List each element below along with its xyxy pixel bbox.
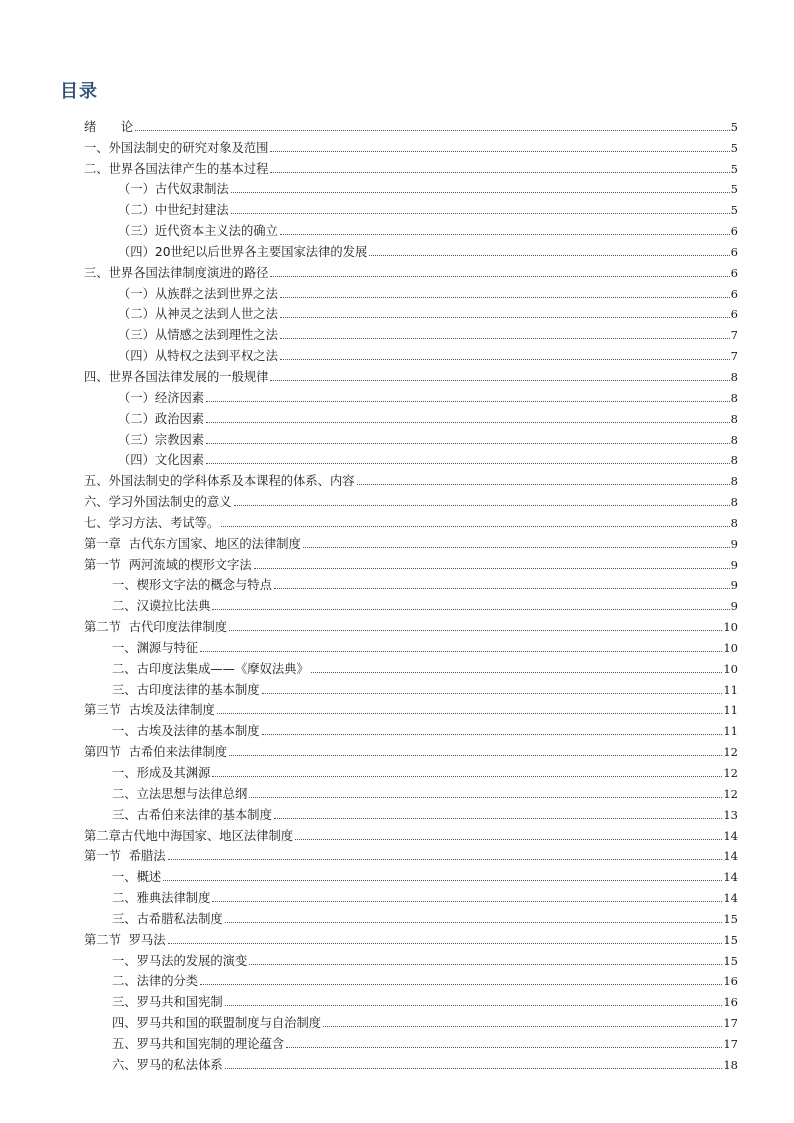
toc-dot-leader	[280, 338, 730, 339]
toc-entry-page-number: 14	[723, 870, 738, 885]
toc-entry-page-number: 8	[730, 474, 738, 489]
toc-dot-leader	[249, 964, 722, 965]
toc-dot-leader	[229, 630, 722, 631]
toc-dot-leader	[280, 234, 730, 235]
toc-entry-title: （二）政治因素	[118, 411, 205, 426]
toc-entry[interactable]	[84, 1031, 738, 1052]
toc-entry-title: 五、罗马共和国宪制的理论蕴含	[112, 1036, 285, 1051]
toc-dot-leader	[168, 943, 723, 944]
toc-dot-leader	[262, 734, 723, 735]
toc-entry[interactable]	[84, 302, 738, 323]
toc-entry-page-number: 14	[723, 891, 738, 906]
toc-entry[interactable]	[84, 364, 738, 385]
toc-entry[interactable]	[84, 239, 738, 260]
toc-dot-leader	[212, 901, 722, 902]
toc-entry-title: 一、概述	[112, 870, 162, 885]
toc-entry[interactable]	[84, 885, 738, 906]
toc-entry-title: 二、雅典法律制度	[112, 891, 211, 906]
toc-entry-page-number: 8	[730, 411, 738, 426]
toc-entry-page-number: 5	[730, 119, 738, 134]
toc-entry-page-number: 8	[730, 495, 738, 510]
toc-entry[interactable]	[84, 531, 738, 552]
toc-entry-page-number: 5	[730, 203, 738, 218]
toc-entry-title: 三、古希腊私法制度	[112, 911, 223, 926]
toc-entry-page-number: 8	[730, 515, 738, 530]
toc-entry-title: 二、汉谟拉比法典	[112, 599, 211, 614]
toc-entry[interactable]	[84, 969, 738, 990]
toc-entry-page-number: 16	[723, 995, 738, 1010]
toc-dot-leader	[206, 422, 730, 423]
toc-dot-leader	[217, 713, 723, 714]
toc-entry[interactable]	[84, 281, 738, 302]
toc-entry[interactable]	[84, 552, 738, 573]
toc-entry-page-number: 18	[723, 1057, 738, 1072]
toc-dot-leader	[280, 297, 730, 298]
toc-entry[interactable]	[84, 781, 738, 802]
toc-entry-title: 一、外国法制史的研究对象及范围	[84, 140, 269, 155]
toc-entry-title: 第一节 希腊法	[84, 849, 166, 864]
toc-entry-title: 第二节 罗马法	[84, 932, 166, 947]
toc-entry-title: 一、形成及其渊源	[112, 766, 211, 780]
toc-entry[interactable]	[84, 510, 738, 531]
toc-entry[interactable]	[84, 844, 738, 865]
toc-entry-page-number: 6	[730, 265, 738, 280]
toc-entry-title: 四、罗马共和国的联盟制度与自治制度	[112, 1016, 322, 1031]
toc-entry[interactable]	[84, 135, 738, 156]
toc-entry-title: 一、古埃及法律的基本制度	[112, 724, 260, 739]
toc-entry-title: （三）从情感之法到理性之法	[118, 328, 278, 343]
toc-entry-page-number: 13	[723, 807, 738, 822]
toc-entry-page-number: 8	[730, 369, 738, 384]
toc-entry[interactable]	[84, 343, 738, 364]
toc-entry-title: 五、外国法制史的学科体系及本课程的体系、内容	[84, 474, 355, 489]
toc-entry-page-number: 10	[723, 661, 738, 676]
toc-entry[interactable]	[84, 656, 738, 677]
toc-entry-page-number: 7	[730, 349, 738, 364]
toc-dot-leader	[270, 380, 729, 381]
toc-dot-leader	[286, 1047, 722, 1048]
toc-entry[interactable]	[84, 677, 738, 698]
toc-entry-page-number: 6	[730, 286, 738, 301]
toc-entry[interactable]	[84, 739, 738, 760]
toc-entry-page-number: 6	[730, 307, 738, 322]
toc-dot-leader	[254, 568, 730, 569]
toc-entry[interactable]	[84, 177, 738, 198]
toc-entry-page-number: 15	[723, 911, 738, 926]
toc-entry[interactable]	[84, 197, 738, 218]
toc-entry-page-number: 10	[723, 620, 738, 635]
toc-dot-leader	[357, 484, 730, 485]
toc-entry-page-number: 8	[730, 390, 738, 405]
toc-entry-title: 一、渊源与特征	[112, 640, 199, 655]
toc-entry[interactable]	[84, 406, 738, 427]
toc-entry-page-number: 9	[730, 599, 738, 614]
toc-entry-page-number: 15	[723, 953, 738, 968]
toc-entry-title: （二）从神灵之法到人世之法	[118, 307, 278, 322]
toc-entry[interactable]	[84, 468, 738, 489]
toc-dot-leader	[200, 984, 722, 985]
toc-dot-leader	[200, 651, 722, 652]
toc-entry-page-number: 8	[730, 432, 738, 447]
toc-dot-leader	[231, 192, 730, 193]
toc-entry-title: 二、古印度法集成——《摩奴法典》	[112, 661, 309, 676]
toc-entry-page-number: 11	[723, 724, 738, 739]
toc-entry-page-number: 9	[730, 536, 738, 551]
toc-entry-page-number: 5	[730, 182, 738, 197]
toc-entry-page-number: 10	[723, 640, 738, 655]
toc-dot-leader	[231, 213, 730, 214]
toc-dot-leader	[221, 526, 729, 527]
toc-entry-page-number: 17	[723, 1016, 738, 1031]
toc-dot-leader	[270, 151, 729, 152]
toc-entry-title: （一）从族群之法到世界之法	[118, 286, 278, 301]
toc-entry[interactable]	[84, 614, 738, 635]
toc-dot-leader	[212, 609, 729, 610]
toc-entry-page-number: 8	[730, 453, 738, 468]
toc-dot-leader	[163, 880, 722, 881]
toc-entry[interactable]	[84, 218, 738, 239]
toc-entry-title: （四）从特权之法到平权之法	[118, 349, 278, 364]
toc-entry[interactable]	[84, 573, 738, 594]
table-of-contents	[84, 114, 738, 1073]
toc-entry-page-number: 11	[723, 703, 738, 718]
toc-entry[interactable]	[84, 322, 738, 343]
toc-entry[interactable]	[84, 427, 738, 448]
toc-entry[interactable]	[84, 448, 738, 469]
toc-entry-page-number: 16	[723, 974, 738, 989]
toc-entry-title: 六、学习外国法制史的意义	[84, 495, 232, 510]
toc-entry-page-number: 6	[730, 244, 738, 259]
toc-dot-leader	[280, 359, 730, 360]
toc-entry[interactable]	[84, 864, 738, 885]
toc-entry-title: 一、罗马法的发展的演变	[112, 953, 248, 968]
toc-entry-title: 二、世界各国法律产生的基本过程	[84, 161, 269, 176]
toc-entry-title: （四）文化因素	[118, 453, 205, 468]
toc-dot-leader	[249, 797, 722, 798]
toc-entry[interactable]	[84, 156, 738, 177]
toc-entry[interactable]	[84, 948, 738, 969]
toc-entry-title: 三、罗马共和国宪制	[112, 995, 223, 1010]
toc-entry-page-number: 5	[730, 140, 738, 155]
toc-dot-leader	[229, 755, 722, 756]
toc-entry-title: 第四节 古希伯来法律制度	[84, 745, 228, 760]
toc-dot-leader	[270, 276, 729, 277]
toc-entry-page-number: 9	[730, 578, 738, 593]
toc-entry[interactable]	[84, 823, 738, 844]
toc-entry-title: （一）古代奴隶制法	[118, 182, 229, 197]
toc-entry-page-number: 5	[730, 161, 738, 176]
toc-entry-title: （四）20世纪以后世界各主要国家法律的发展	[118, 244, 368, 259]
toc-entry[interactable]	[84, 489, 738, 510]
toc-entry[interactable]	[84, 718, 738, 739]
toc-entry-page-number: 17	[723, 1036, 738, 1051]
toc-dot-leader	[135, 130, 729, 131]
toc-dot-leader	[262, 693, 723, 694]
toc-entry-page-number: 7	[730, 328, 738, 343]
toc-entry-page-number: 6	[730, 224, 738, 239]
toc-entry-title: 三、古希伯来法律的基本制度	[112, 807, 272, 822]
toc-entry[interactable]	[84, 698, 738, 719]
toc-entry-title: 六、罗马的私法体系	[112, 1057, 223, 1072]
toc-entry[interactable]	[84, 260, 738, 281]
toc-entry-page-number: 14	[723, 849, 738, 864]
toc-entry-title: 第一章 古代东方国家、地区的法律制度	[84, 536, 301, 551]
toc-entry-page-number: 15	[723, 932, 738, 947]
toc-entry-page-number: 12	[723, 745, 738, 760]
toc-entry[interactable]	[84, 385, 738, 406]
toc-entry-title: 一、楔形文字法的概念与特点	[112, 578, 272, 593]
toc-dot-leader	[323, 1026, 722, 1027]
toc-entry-title: （二）中世纪封建法	[118, 203, 229, 218]
toc-entry[interactable]	[84, 1052, 738, 1073]
toc-entry-title: 三、古印度法律的基本制度	[112, 682, 260, 697]
toc-dot-leader	[206, 401, 730, 402]
toc-entry-page-number: 12	[723, 766, 738, 780]
toc-dot-leader	[295, 839, 722, 840]
toc-entry-page-number: 11	[723, 682, 738, 697]
toc-dot-leader	[303, 547, 730, 548]
toc-entry[interactable]	[84, 906, 738, 927]
toc-entry[interactable]	[84, 989, 738, 1010]
toc-entry-title: 第二章古代地中海国家、地区法律制度	[84, 828, 294, 843]
toc-entry-title: 三、世界各国法律制度演进的路径	[84, 265, 269, 280]
toc-entry[interactable]	[84, 802, 738, 823]
toc-entry-title: 二、法律的分类	[112, 974, 199, 989]
toc-dot-leader	[274, 588, 730, 589]
toc-entry[interactable]	[84, 635, 738, 656]
toc-dot-leader	[225, 922, 723, 923]
toc-entry[interactable]	[84, 114, 738, 135]
toc-entry[interactable]	[84, 760, 738, 781]
toc-title: 目录	[60, 81, 98, 102]
toc-dot-leader	[280, 317, 730, 318]
toc-dot-leader	[225, 1068, 723, 1069]
toc-entry-title: 第三节 古埃及法律制度	[84, 703, 215, 718]
toc-entry-page-number: 14	[723, 828, 738, 843]
toc-dot-leader	[274, 818, 722, 819]
toc-entry-title: 七、学习方法、考试等。	[84, 515, 220, 530]
toc-entry-page-number: 12	[723, 786, 738, 801]
toc-entry-title: （三）近代资本主义法的确立	[118, 224, 278, 239]
toc-dot-leader	[206, 443, 730, 444]
toc-entry[interactable]	[84, 927, 738, 948]
toc-dot-leader	[168, 859, 723, 860]
toc-entry-title: 第二节 古代印度法律制度	[84, 620, 228, 635]
toc-dot-leader	[270, 172, 729, 173]
toc-dot-leader	[212, 776, 722, 777]
toc-dot-leader	[311, 672, 723, 673]
toc-entry-page-number: 9	[730, 557, 738, 572]
toc-entry-title: 绪 论	[84, 119, 134, 134]
toc-entry-title: 第一节 两河流域的楔形文字法	[84, 557, 252, 572]
toc-dot-leader	[206, 463, 730, 464]
toc-dot-leader	[234, 505, 730, 506]
toc-dot-leader	[369, 255, 729, 256]
toc-entry-title: （三）宗教因素	[118, 432, 205, 447]
toc-entry-title: 四、世界各国法律发展的一般规律	[84, 369, 269, 384]
toc-dot-leader	[225, 1005, 723, 1006]
toc-entry-title: 二、立法思想与法律总纲	[112, 786, 248, 801]
toc-entry-title: （一）经济因素	[118, 390, 205, 405]
toc-entry[interactable]	[84, 1010, 738, 1031]
toc-entry[interactable]	[84, 593, 738, 614]
